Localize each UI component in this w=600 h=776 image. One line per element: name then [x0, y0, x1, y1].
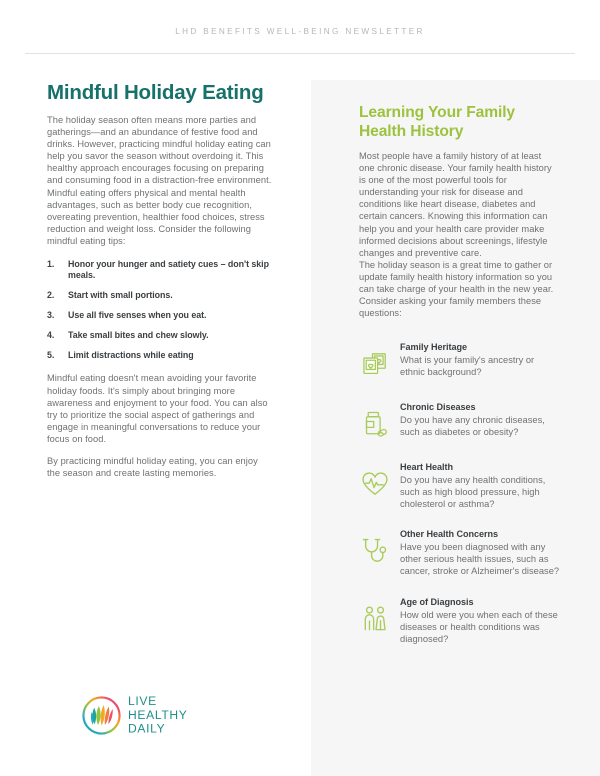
- item-text: [394, 596, 561, 645]
- logo-mark-icon: [80, 694, 123, 737]
- icon-slot: [356, 345, 394, 383]
- list-item: [356, 596, 561, 645]
- item-description: What is your family's ancestry or ethnic background?: [400, 355, 535, 378]
- left-article-intro: The holiday season often means more parties and gatherings—and an abundance of festive food and drinks. However, practicing mindful holiday eating can help you savor the season without overdoing it. This healthy approach encourages focusing on preparing and consuming food in a distraction-free environment. Mindful eating offers physical and mental health advantages, such as better body cue recognition, overeating prevention, healthier food choices, stress reduction and weight loss. Consider the following mindful eating tips:: [47, 115, 272, 246]
- family-history-questions-list: [356, 341, 561, 645]
- left-article-paragraph-3: By practicing mindful holiday eating, you can enjoy the season and create lasting memories.: [47, 456, 258, 479]
- item-description: Do you have any health conditions, such as high blood pressure, high cholesterol or asthma?: [400, 475, 546, 510]
- icon-slot: [356, 532, 394, 570]
- item-text: [394, 401, 561, 438]
- svg-text:HEALTHY: HEALTHY: [128, 707, 188, 722]
- right-article-heading: Learning Your Family Health History: [359, 104, 515, 140]
- icon-slot: [356, 405, 394, 443]
- list-item: Use all five senses when you eat.: [68, 310, 207, 321]
- item-text: [394, 341, 561, 378]
- left-article: [47, 80, 272, 479]
- svg-text:LIVE: LIVE: [128, 694, 157, 709]
- right-article-paragraph-2: The holiday season is a great time to gather or update family health history information so you can take charge of your health in the new year. Consider asking your family members these questions:: [359, 259, 554, 319]
- svg-text:DAILY: DAILY: [128, 721, 166, 736]
- mindful-eating-tips-list: [47, 259, 272, 361]
- list-item: [356, 461, 561, 510]
- logo-wordmark: [128, 694, 194, 736]
- list-item: [356, 401, 561, 443]
- stethoscope-icon: [358, 534, 392, 568]
- two-people-icon: [358, 602, 392, 636]
- item-title: Chronic Diseases: [400, 402, 476, 412]
- masthead-title: LHD BENEFITS WELL-BEING NEWSLETTER: [175, 27, 425, 36]
- item-text: [394, 461, 561, 510]
- item-title: Family Heritage: [400, 342, 467, 352]
- item-description: Have you been diagnosed with any other serious health issues, such as cancer, stroke or Alzheimer's disease?: [400, 542, 560, 577]
- item-title: Heart Health: [400, 462, 453, 472]
- right-article-paragraph-1: Most people have a family history of at least one chronic disease. Your family health history is one of the most powerful tools for understanding your risk for disease and conditions like heart disease, diabetes and certain cancers. Knowing this information can help you and your health care provider make informed decisions about screenings, lifestyle changes and preventive care.: [359, 151, 552, 258]
- icon-slot: [356, 600, 394, 638]
- list-item: Honor your hunger and satiety cues – don't skip meals.: [68, 259, 269, 281]
- item-description: Do you have any chronic diseases, such as diabetes or obesity?: [400, 415, 545, 438]
- list-item: Start with small portions.: [68, 290, 173, 301]
- item-title: Other Health Concerns: [400, 529, 498, 540]
- pill-bottle-icon: [358, 407, 392, 441]
- heart-pulse-icon: [358, 467, 392, 501]
- photo-frames-heart-icon: [358, 347, 392, 381]
- item-text: [394, 528, 561, 577]
- right-article: [359, 103, 559, 319]
- live-healthy-daily-logo: [80, 692, 195, 738]
- list-item: [356, 341, 561, 383]
- list-item: Limit distractions while eating: [68, 350, 194, 361]
- masthead-divider: [25, 53, 575, 54]
- left-article-heading: Mindful Holiday Eating: [47, 81, 264, 104]
- list-item: [356, 528, 561, 577]
- item-title: Age of Diagnosis: [400, 596, 474, 607]
- list-item: Take small bites and chew slowly.: [68, 330, 209, 341]
- icon-slot: [356, 465, 394, 503]
- item-description: How old were you when each of these diseases or health conditions was diagnosed?: [400, 609, 558, 644]
- masthead: [0, 28, 600, 36]
- left-article-paragraph-2: Mindful eating doesn't mean avoiding your favorite holiday foods. It's simply about bringing more awareness and enjoyment to your food. You can also try to prioritize the social aspect of gatherings and engage in meaningful conversations to reduce your focus on food.: [47, 373, 268, 444]
